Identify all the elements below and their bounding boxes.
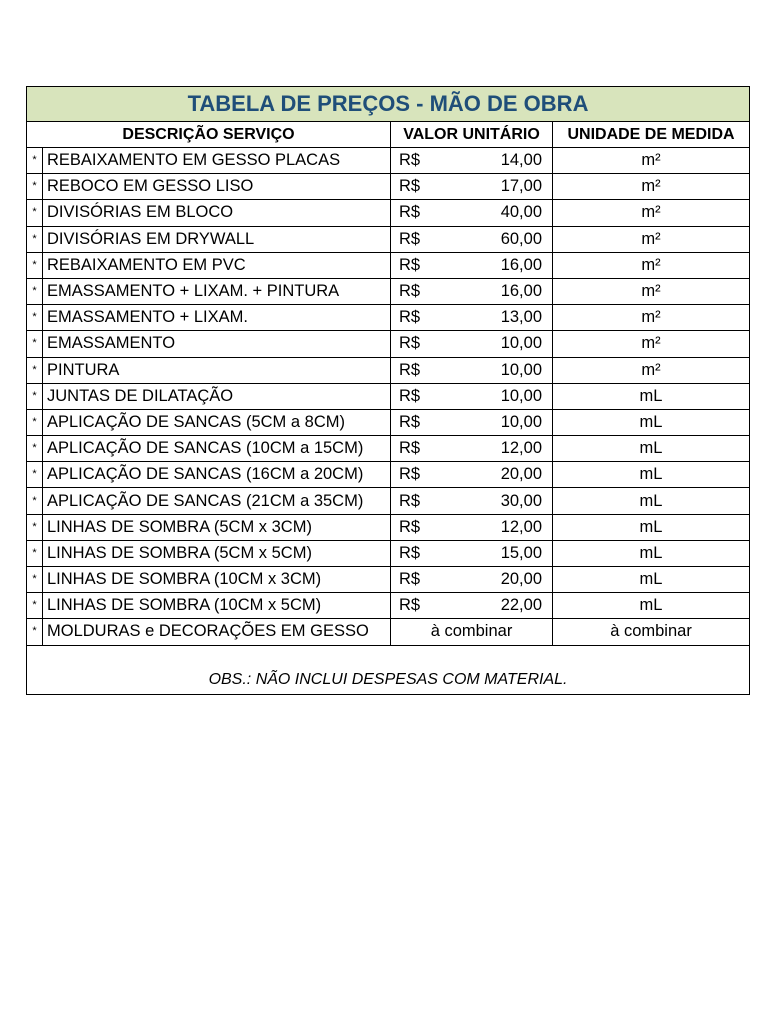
row-unit: mL — [553, 593, 750, 619]
row-description: PINTURA — [43, 357, 391, 383]
table-row — [27, 514, 750, 540]
row-price — [391, 488, 553, 514]
currency-symbol: R$ — [399, 517, 421, 536]
row-bullet: * — [27, 305, 43, 331]
table-row — [27, 174, 750, 200]
price-amount: 16,00 — [500, 255, 542, 274]
row-description: DIVISÓRIAS EM BLOCO — [43, 200, 391, 226]
price-value — [399, 331, 542, 356]
row-bullet: * — [27, 436, 43, 462]
row-price — [391, 174, 553, 200]
currency-symbol: R$ — [399, 596, 421, 615]
row-bullet: * — [27, 488, 43, 514]
price-value — [399, 515, 542, 540]
row-description: LINHAS DE SOMBRA (10CM x 3CM) — [43, 567, 391, 593]
row-price — [391, 305, 553, 331]
row-price — [391, 200, 553, 226]
table-row — [27, 436, 750, 462]
row-bullet: * — [27, 567, 43, 593]
row-bullet: * — [27, 593, 43, 619]
currency-symbol: R$ — [399, 151, 421, 170]
table-row — [27, 567, 750, 593]
note-text: OBS.: NÃO INCLUI DESPESAS COM MATERIAL. — [27, 668, 750, 695]
row-description: APLICAÇÃO DE SANCAS (21CM a 35CM) — [43, 488, 391, 514]
table-row — [27, 200, 750, 226]
row-bullet: * — [27, 619, 43, 645]
currency-symbol: R$ — [399, 491, 421, 510]
row-description: EMASSAMENTO + LIXAM. — [43, 305, 391, 331]
price-value — [399, 358, 542, 383]
row-bullet: * — [27, 226, 43, 252]
currency-symbol: R$ — [399, 255, 421, 274]
row-price — [391, 462, 553, 488]
table-row — [27, 278, 750, 304]
header-row — [27, 122, 750, 148]
currency-symbol: R$ — [399, 308, 421, 327]
row-unit: à combinar — [553, 619, 750, 645]
table-row — [27, 226, 750, 252]
price-value — [399, 279, 542, 304]
header-unit: UNIDADE DE MEDIDA — [553, 122, 750, 148]
price-amount: 20,00 — [500, 465, 542, 484]
price-value — [399, 148, 542, 173]
row-bullet: * — [27, 331, 43, 357]
currency-symbol: R$ — [399, 386, 421, 405]
row-description: MOLDURAS e DECORAÇÕES EM GESSO — [43, 619, 391, 645]
price-amount: 20,00 — [500, 570, 542, 589]
row-description: EMASSAMENTO — [43, 331, 391, 357]
price-amount: 12,00 — [500, 439, 542, 458]
row-price — [391, 226, 553, 252]
row-price — [391, 593, 553, 619]
row-unit: mL — [553, 488, 750, 514]
price-value — [399, 305, 542, 330]
row-unit: mL — [553, 436, 750, 462]
row-bullet: * — [27, 174, 43, 200]
price-amount: 16,00 — [500, 282, 542, 301]
row-price — [391, 514, 553, 540]
note-spacer-row — [27, 645, 750, 668]
price-amount: 10,00 — [500, 412, 542, 431]
row-unit: m² — [553, 174, 750, 200]
row-price — [391, 409, 553, 435]
price-value — [399, 462, 542, 487]
currency-symbol: R$ — [399, 543, 421, 562]
price-amount: 14,00 — [500, 151, 542, 170]
row-unit: m² — [553, 357, 750, 383]
row-price — [391, 278, 553, 304]
table-row — [27, 409, 750, 435]
currency-symbol: R$ — [399, 465, 421, 484]
row-description: LINHAS DE SOMBRA (10CM x 5CM) — [43, 593, 391, 619]
row-price: à combinar — [391, 619, 553, 645]
row-unit: m² — [553, 252, 750, 278]
title-row — [27, 87, 750, 122]
currency-symbol: R$ — [399, 439, 421, 458]
row-price — [391, 357, 553, 383]
currency-symbol: R$ — [399, 229, 421, 248]
note-spacer — [27, 645, 750, 668]
row-bullet: * — [27, 383, 43, 409]
row-bullet: * — [27, 540, 43, 566]
row-bullet: * — [27, 462, 43, 488]
currency-symbol: R$ — [399, 177, 421, 196]
price-amount: 30,00 — [500, 491, 542, 510]
row-bullet: * — [27, 200, 43, 226]
row-unit: mL — [553, 462, 750, 488]
price-amount: 12,00 — [500, 517, 542, 536]
price-value — [399, 253, 542, 278]
table-row — [27, 357, 750, 383]
price-value — [399, 174, 542, 199]
row-price — [391, 436, 553, 462]
price-amount: 15,00 — [500, 543, 542, 562]
price-value — [399, 593, 542, 618]
currency-symbol: R$ — [399, 412, 421, 431]
row-unit: m² — [553, 278, 750, 304]
table-row — [27, 331, 750, 357]
price-value — [399, 541, 542, 566]
row-unit: m² — [553, 148, 750, 174]
row-unit: mL — [553, 383, 750, 409]
row-unit: mL — [553, 540, 750, 566]
row-price — [391, 148, 553, 174]
currency-symbol: R$ — [399, 203, 421, 222]
row-price — [391, 540, 553, 566]
row-price — [391, 383, 553, 409]
row-unit: mL — [553, 567, 750, 593]
currency-symbol: R$ — [399, 360, 421, 379]
row-bullet: * — [27, 409, 43, 435]
price-amount: 13,00 — [500, 308, 542, 327]
header-description: DESCRIÇÃO SERVIÇO — [27, 122, 391, 148]
price-value — [399, 436, 542, 461]
row-description: JUNTAS DE DILATAÇÃO — [43, 383, 391, 409]
table-row — [27, 148, 750, 174]
table-row — [27, 462, 750, 488]
price-amount: 22,00 — [500, 596, 542, 615]
page-title: TABELA DE PREÇOS - MÃO DE OBRA — [27, 87, 750, 122]
table-row — [27, 540, 750, 566]
header-unit-value: VALOR UNITÁRIO — [391, 122, 553, 148]
row-bullet: * — [27, 357, 43, 383]
row-unit: m² — [553, 226, 750, 252]
price-value — [399, 200, 542, 225]
note-row — [27, 668, 750, 695]
currency-symbol: R$ — [399, 282, 421, 301]
price-table-body — [27, 87, 750, 695]
price-table — [26, 86, 750, 695]
row-bullet: * — [27, 252, 43, 278]
price-value — [399, 410, 542, 435]
price-amount: 10,00 — [500, 360, 542, 379]
price-value — [399, 227, 542, 252]
currency-symbol: R$ — [399, 570, 421, 589]
price-value — [399, 567, 542, 592]
row-description: DIVISÓRIAS EM DRYWALL — [43, 226, 391, 252]
row-unit: m² — [553, 200, 750, 226]
table-row — [27, 593, 750, 619]
row-description: REBAIXAMENTO EM PVC — [43, 252, 391, 278]
price-amount: 10,00 — [500, 386, 542, 405]
row-price — [391, 252, 553, 278]
row-bullet: * — [27, 514, 43, 540]
row-unit: m² — [553, 331, 750, 357]
currency-symbol: R$ — [399, 334, 421, 353]
table-row — [27, 488, 750, 514]
row-price — [391, 567, 553, 593]
table-row — [27, 305, 750, 331]
row-description: LINHAS DE SOMBRA (5CM x 5CM) — [43, 540, 391, 566]
row-bullet: * — [27, 278, 43, 304]
price-amount: 60,00 — [500, 229, 542, 248]
price-amount: 17,00 — [500, 177, 542, 196]
table-row — [27, 252, 750, 278]
table-row — [27, 619, 750, 645]
row-description: APLICAÇÃO DE SANCAS (10CM a 15CM) — [43, 436, 391, 462]
row-description: EMASSAMENTO + LIXAM. + PINTURA — [43, 278, 391, 304]
row-description: APLICAÇÃO DE SANCAS (16CM a 20CM) — [43, 462, 391, 488]
row-price — [391, 331, 553, 357]
table-row — [27, 383, 750, 409]
row-unit: mL — [553, 514, 750, 540]
price-value — [399, 384, 542, 409]
price-amount: 40,00 — [500, 203, 542, 222]
price-value — [399, 489, 542, 514]
price-amount: 10,00 — [500, 334, 542, 353]
row-description: REBAIXAMENTO EM GESSO PLACAS — [43, 148, 391, 174]
row-unit: mL — [553, 409, 750, 435]
row-unit: m² — [553, 305, 750, 331]
row-description: APLICAÇÃO DE SANCAS (5CM a 8CM) — [43, 409, 391, 435]
row-description: LINHAS DE SOMBRA (5CM x 3CM) — [43, 514, 391, 540]
row-description: REBOCO EM GESSO LISO — [43, 174, 391, 200]
row-bullet: * — [27, 148, 43, 174]
